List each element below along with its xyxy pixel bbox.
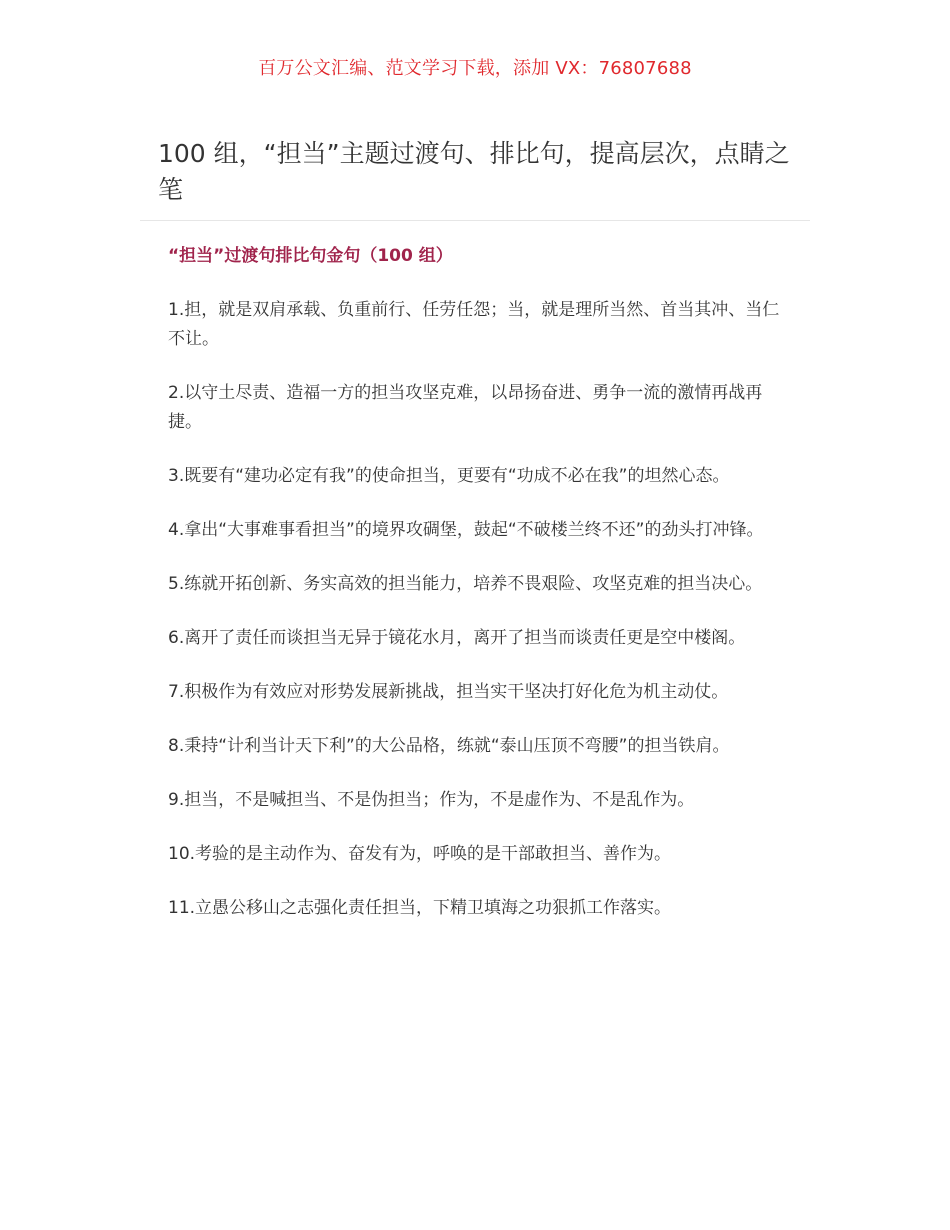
- list-item: 8.秉持“计利当计天下利”的大公品格，练就“泰山压顶不弯腰”的担当铁肩。: [168, 736, 730, 756]
- list-item: 1.担，就是双肩承载、负重前行、任劳任怨；当，就是理所当然、首当其冲、当仁不让。: [168, 300, 780, 349]
- title-divider: [140, 220, 810, 221]
- list-item: 6.离开了责任而谈担当无异于镜花水月，离开了担当而谈责任更是空中楼阁。: [168, 628, 746, 648]
- list-item: 3.既要有“建功必定有我”的使命担当，更要有“功成不必在我”的坦然心态。: [168, 466, 730, 486]
- list-item: 11.立愚公移山之志强化责任担当，下精卫填海之功狠抓工作落实。: [168, 898, 672, 918]
- list-item: 7.积极作为有效应对形势发展新挑战，担当实干坚决打好化危为机主动仗。: [168, 682, 729, 702]
- section-heading: “担当”过渡句排比句金句（100 组）: [168, 246, 453, 266]
- article-body: [168, 241, 788, 948]
- list-item: 2.以守土尽责、造福一方的担当攻坚克难，以昂扬奋进、勇争一流的激情再战再捷。: [168, 383, 763, 432]
- list-item: 9.担当，不是喊担当、不是伪担当；作为，不是虚作为、不是乱作为。: [168, 790, 695, 810]
- list-item: 10.考验的是主动作为、奋发有为，呼唤的是干部敢担当、善作为。: [168, 844, 672, 864]
- download-banner: 百万公文汇编、范文学习下载，添加 VX：76807688: [258, 58, 692, 79]
- list-item: 4.拿出“大事难事看担当”的境界攻碉堡，鼓起“不破楼兰终不还”的劲头打冲锋。: [168, 520, 764, 540]
- list-item: 5.练就开拓创新、务实高效的担当能力，培养不畏艰险、攻坚克难的担当决心。: [168, 574, 763, 594]
- article-title: 100 组，“担当”主题过渡句、排比句，提高层次，点睛之笔: [158, 139, 790, 204]
